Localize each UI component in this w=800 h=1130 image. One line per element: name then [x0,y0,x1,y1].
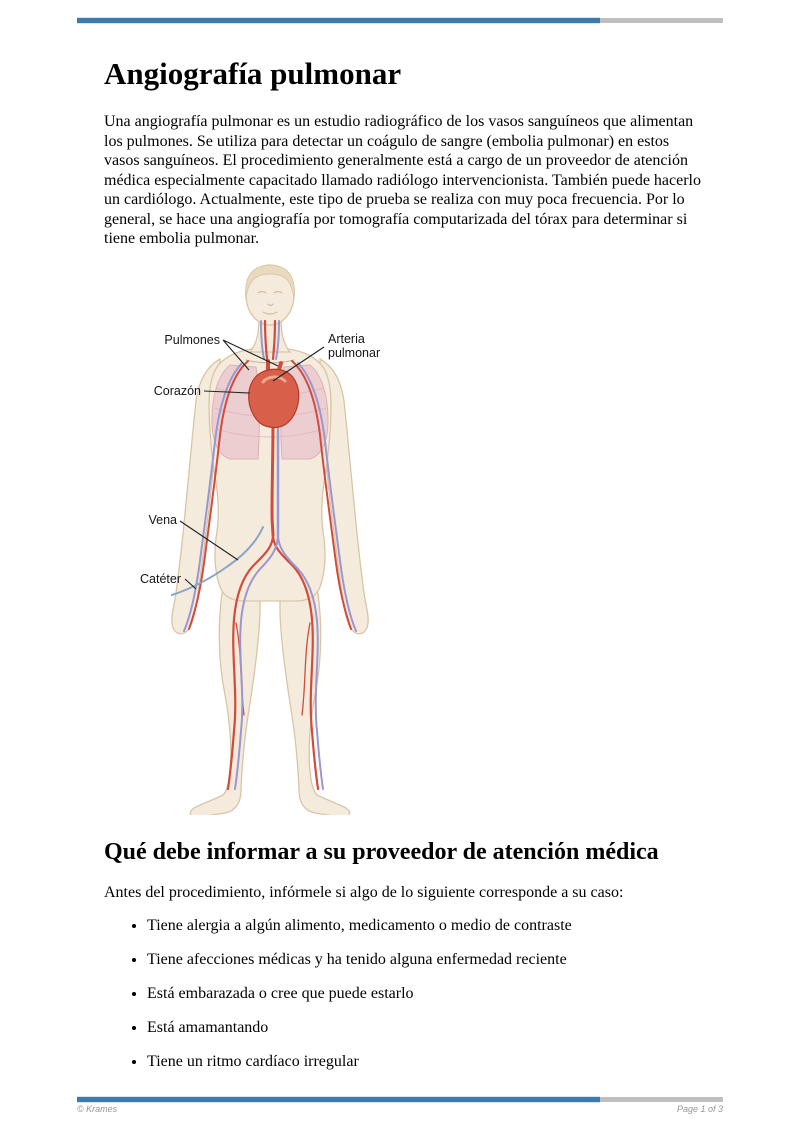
section-intro: Antes del procedimiento, infórmele si algo de lo siguiente corresponde a su caso: [104,883,624,901]
list-item: • Está amamantando [147,1018,701,1038]
footer-rule-gray-segment [600,1097,723,1102]
footer-rule [77,1097,723,1102]
footer-copyright: © Krames [77,1104,118,1114]
anatomy-figure [132,263,434,815]
label-pulmones: Pulmones [164,332,220,347]
label-vena: Vena [148,512,177,527]
list-item: • Tiene afecciones médicas y ha tenido alguna enfermedad reciente [147,950,701,970]
intro-paragraph: Una angiografía pulmonar es un estudio radiográfico de los vasos sanguíneos que alimentan los pulmones. Se utiliza para detectar un coágulo de sangre (embolia pulmonar) en estos vasos sanguíneos. El procedimiento generalmente está a cargo de un proveedor de atención médica especialmente capacitado llamado radiólogo intervencionista. También puede hacerlo un cardiólogo. Actualmente, este tipo de prueba se realiza con muy poca frecuencia. Por lo general, se hace una angiografía por tomografía computarizada del tórax para determinar si tiene embolia pulmonar. [104,113,701,247]
list-item: • Está embarazada o cree que puede estarlo [147,984,701,1004]
label-cateter: Catéter [140,571,181,586]
aorta [272,423,273,535]
list-item: • Tiene alergia a algún alimento, medicamento o medio de contraste [147,916,701,936]
anatomy-illustration [132,263,434,815]
left-leg [190,593,260,815]
footer-rule-blue-segment [77,1097,600,1102]
list-item: • Tiene un ritmo cardíaco irregular [147,1052,701,1072]
header-rule [77,18,723,23]
footer [77,1104,723,1114]
label-arteria-pulmonar-line1: Arteria [328,331,365,346]
label-corazon: Corazón [153,383,201,398]
page-title: Angiografía pulmonar [104,56,402,91]
checklist [104,916,701,1072]
section-heading: Qué debe informar a su proveedor de atención médica [104,838,659,865]
label-arteria-pulmonar-line2: pulmonar [328,345,381,360]
header-rule-blue-segment [77,18,600,23]
header-rule-gray-segment [600,18,723,23]
document-content [104,56,701,1086]
footer-page-indicator: Page 1 of 3 [676,1104,723,1114]
right-leg [280,593,350,815]
